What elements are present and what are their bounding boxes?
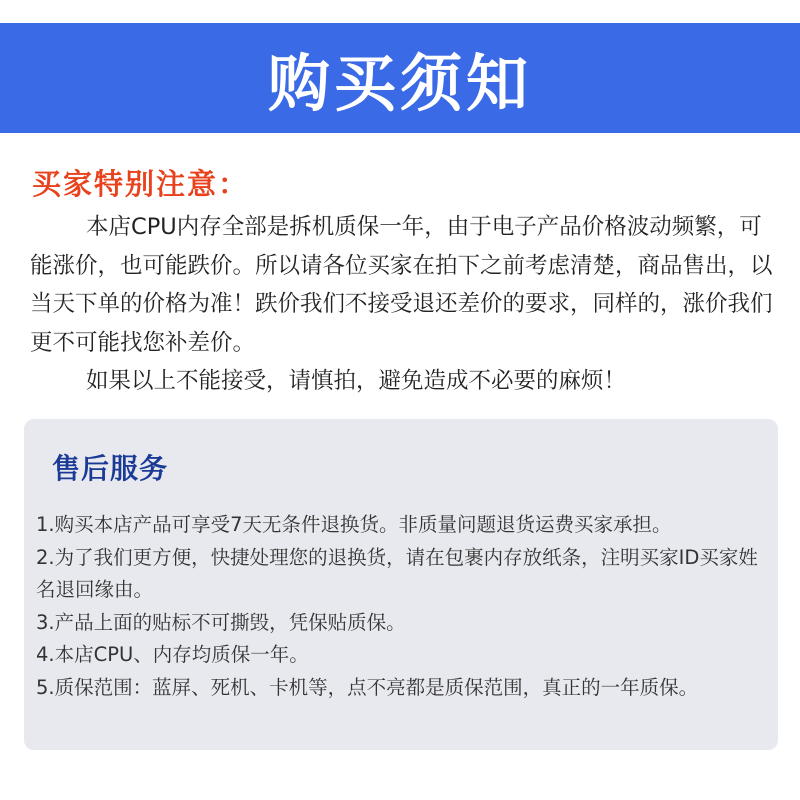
notice-paragraph: 如果以上不能接受，请慎拍，避免造成不必要的麻烦！ <box>86 368 627 394</box>
notice-paragraph: 本店CPU内存全部是拆机质保一年，由于电子产品价格波动频繁，可能涨价，也可能跌价。所以请各位买家在拍下之前考虑清楚，商品售出，以当天下单的价格为准！跌价我们不接受退还差价的要求，同样的，涨价我们更不可能找您补差价。 <box>30 214 773 356</box>
notice-body <box>30 208 778 401</box>
header-banner <box>0 23 800 133</box>
page-title: 购买须知 <box>267 46 532 120</box>
after-sales-panel <box>24 419 778 750</box>
after-sales-heading: 售后服务 <box>52 452 169 485</box>
list-item: 5.质保范围：蓝屏、死机、卡机等，点不亮都是质保范围，真正的一年质保。 <box>36 675 699 699</box>
notice-heading: 买家特别注意： <box>32 167 250 201</box>
list-item: 4.本店CPU、内存均质保一年。 <box>36 643 309 666</box>
list-item: 2.为了我们更方便，快捷处理您的退换货，请在包裹内存放纸条，注明买家ID买家姓名退回缘由。 <box>36 545 758 601</box>
after-sales-list <box>36 509 768 704</box>
list-item: 3.产品上面的贴标不可撕毁，凭保贴质保。 <box>36 610 406 634</box>
list-item: 1.购买本店产品可享受7天无条件退换货。非质量问题退货运费买家承担。 <box>36 513 672 536</box>
